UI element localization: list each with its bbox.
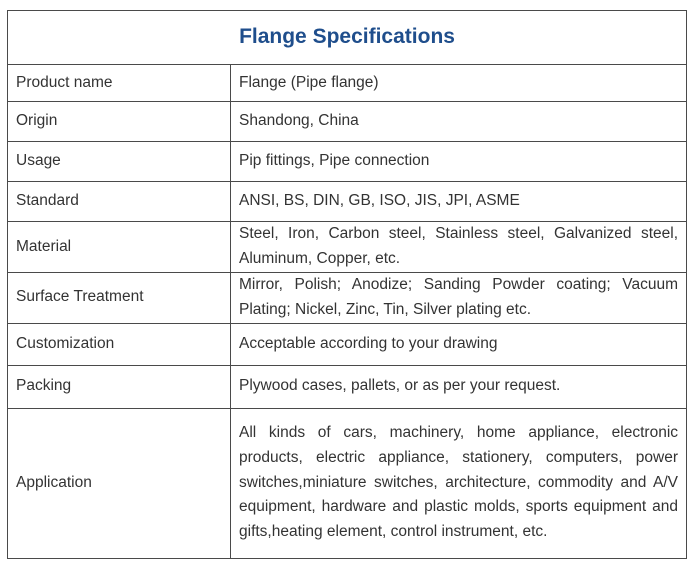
value-product-name: Flange (Pipe flange) — [231, 65, 687, 102]
row-product-name — [8, 65, 687, 102]
value-origin: Shandong, China — [231, 102, 687, 142]
value-application: All kinds of cars, machinery, home appliance, electronic products, electric appliance, stationery, computers, power switches,miniature switches, architecture, commodity and A/V equipment, hardware and plastic molds, sports equipment and gifts,heating element, control instrument, etc. — [231, 408, 687, 558]
row-material — [8, 222, 687, 273]
label-standard: Standard — [8, 182, 231, 222]
value-surface-treatment: Mirror, Polish; Anodize; Sanding Powder coating; Vacuum Plating; Nickel, Zinc, Tin, Silver plating etc. — [231, 273, 687, 324]
value-standard: ANSI, BS, DIN, GB, ISO, JIS, JPI, ASME — [231, 182, 687, 222]
row-usage — [8, 142, 687, 182]
label-surface-treatment: Surface Treatment — [8, 273, 231, 324]
spec-table — [7, 10, 687, 559]
label-application: Application — [8, 408, 231, 558]
label-usage: Usage — [8, 142, 231, 182]
table-title: Flange Specifications — [8, 11, 687, 65]
label-packing: Packing — [8, 365, 231, 408]
label-material: Material — [8, 222, 231, 273]
row-customization — [8, 323, 687, 365]
value-usage: Pip fittings, Pipe connection — [231, 142, 687, 182]
value-packing: Plywood cases, pallets, or as per your request. — [231, 365, 687, 408]
value-material: Steel, Iron, Carbon steel, Stainless steel, Galvanized steel, Aluminum, Copper, etc. — [231, 222, 687, 273]
row-origin — [8, 102, 687, 142]
row-packing — [8, 365, 687, 408]
label-origin: Origin — [8, 102, 231, 142]
row-application — [8, 408, 687, 558]
label-customization: Customization — [8, 323, 231, 365]
title-row — [8, 11, 687, 65]
label-product-name: Product name — [8, 65, 231, 102]
row-standard — [8, 182, 687, 222]
row-surface-treatment — [8, 273, 687, 324]
value-customization: Acceptable according to your drawing — [231, 323, 687, 365]
